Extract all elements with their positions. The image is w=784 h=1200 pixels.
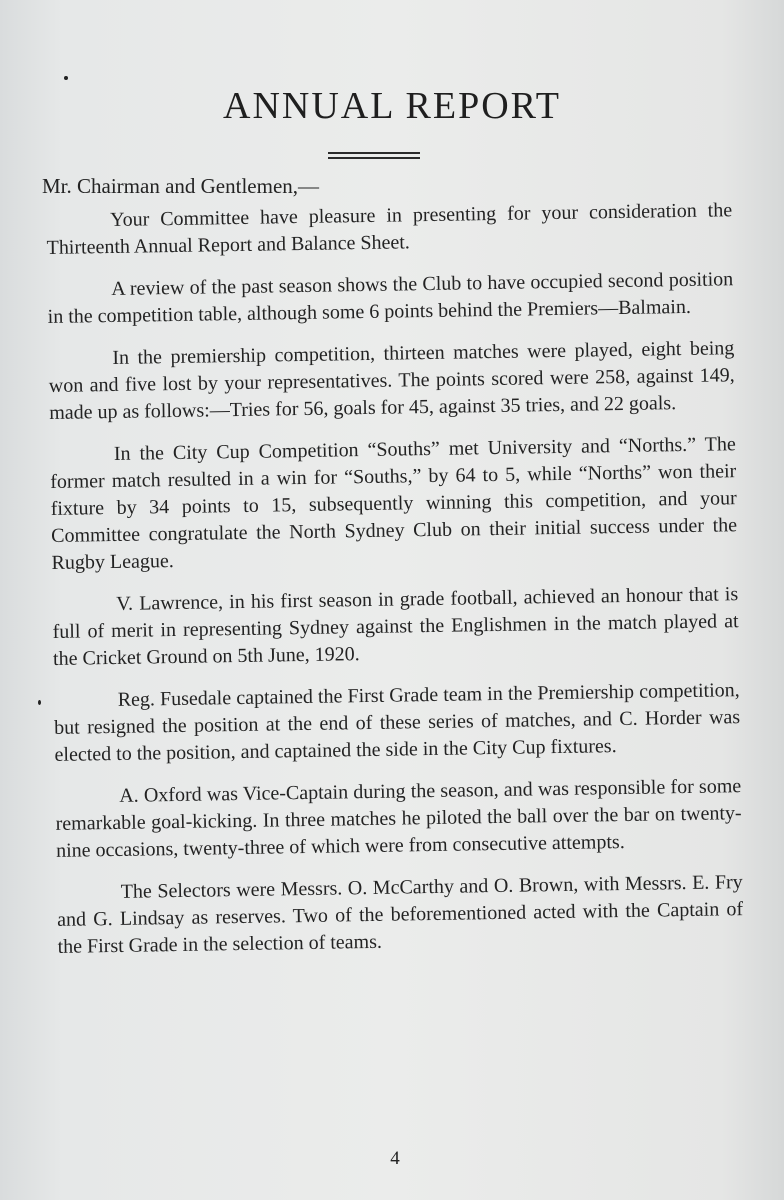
paragraph: Reg. Fusedale captained the First Grade team in the Premiership competition, but resigned the position at the end of these series of matches, and C. Horder was elected to the position, and captained the side in the City Cup fixtures. — [53, 679, 741, 766]
paragraph: Your Committee have pleasure in presenting for your consideration the Thirteenth Annual Report and Balance Sheet. — [46, 199, 733, 259]
report-body — [46, 197, 744, 976]
paragraph: A review of the past season shows the Club to have occupied second position in the competition table, although some 6 points behind the Premiers—Balmain. — [47, 268, 734, 328]
page-title: ANNUAL REPORT — [223, 85, 561, 127]
title-divider — [328, 157, 420, 159]
salutation: Mr. Chairman and Gentlemen,— — [42, 174, 320, 198]
paragraph: In the City Cup Competition “Souths” met University and “Norths.” The former match resulted in a win for “Souths,” by 64 to 5, while “Norths” won their fixture by 34 points to 15, subsequently winning this competition, and your Committee congratulate the North Sydney Club on their initial success under the Rugby League. — [50, 433, 738, 574]
paragraph: The Selectors were Messrs. O. McCarthy and O. Brown, with Messrs. E. Fry and G. Lindsay as reserves. Two of the beforementioned acted with the Captain of the First Grade in the selection of teams. — [57, 871, 744, 958]
title-divider — [328, 152, 420, 154]
paragraph: In the premiership competition, thirteen matches were played, eight being won and five lost by your representatives. The points scored were 258, against 149, made up as follows:—Tries for 56, goals for 45, against 35 tries, and 22 goals. — [48, 337, 735, 424]
paragraph: A. Oxford was Vice-Captain during the season, and was responsible for some remarkable goal-kicking. In three matches he piloted the ball over the bar on twenty-nine occasions, twenty-three of which were from consecutive attempts. — [55, 775, 742, 862]
page-number: 4 — [390, 1148, 400, 1169]
ink-speck — [64, 76, 68, 80]
ink-speck — [38, 700, 41, 705]
paragraph: V. Lawrence, in his first season in grade football, achieved an honour that is full of merit in representing Sydney against the Englishmen in the match played at the Cricket Ground on 5th June, 1920. — [52, 583, 739, 670]
